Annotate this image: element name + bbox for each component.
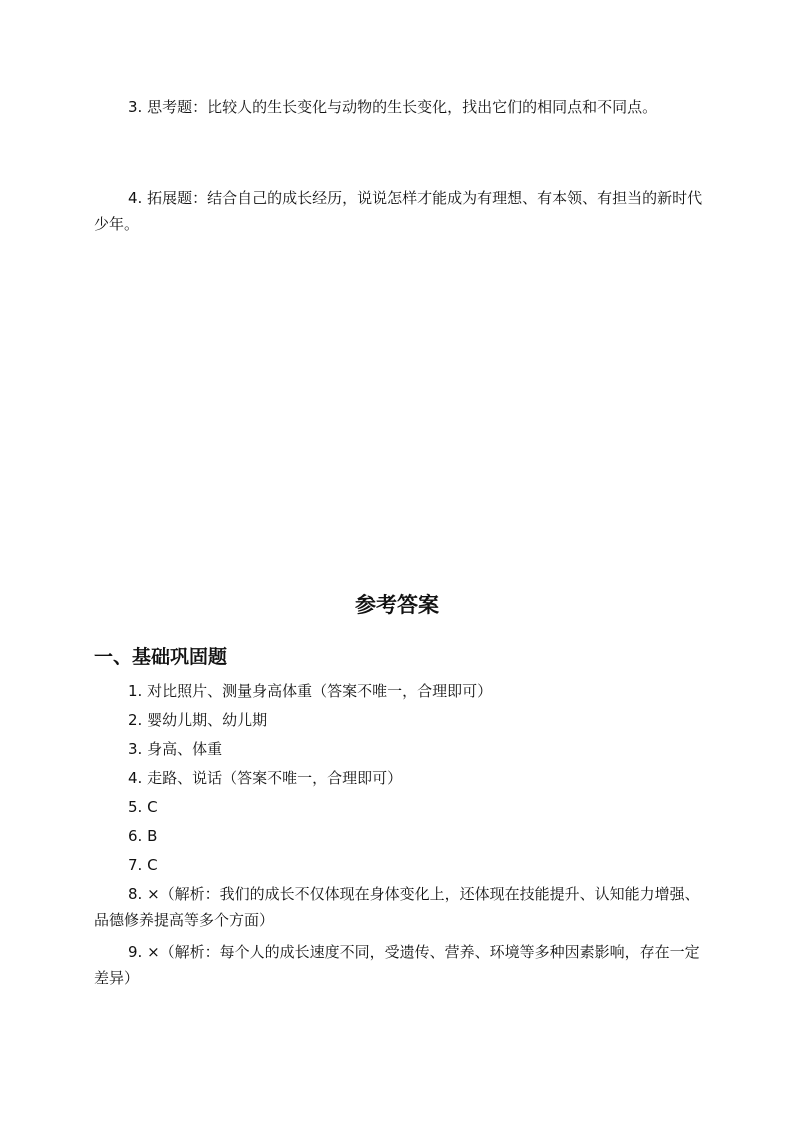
answer-item-3: 3. 身高、体重 [128,740,223,758]
answer-item-1: 1. 对比照片、测量身高体重（答案不唯一，合理即可） [128,682,493,700]
answer-item-7: 7. C [128,856,158,874]
answer-key-title: 参考答案 [355,593,439,617]
answer-item-6: 6. B [128,827,158,845]
answer-item-9: 9. ×（解析：每个人的成长速度不同，受遗传、营养、环境等多种因素影响，存在一定差异） [94,943,700,987]
answer-item-8: 8. ×（解析：我们的成长不仅体现在身体变化上，还体现在技能提升、认知能力增强、品德修养提高等多个方面） [94,885,700,929]
answer-item-2: 2. 婴幼儿期、幼儿期 [128,711,268,729]
answer-item-5: 5. C [128,798,158,816]
question-3: 3. 思考题：比较人的生长变化与动物的生长变化，找出它们的相同点和不同点。 [128,98,658,116]
question-4: 4. 拓展题：结合自己的成长经历，说说怎样才能成为有理想、有本领、有担当的新时代少年。 [94,189,703,233]
answer-item-4: 4. 走路、说话（答案不唯一，合理即可） [128,769,403,787]
section-heading-basic: 一、基础巩固题 [94,646,228,668]
answer-list [94,678,706,997]
